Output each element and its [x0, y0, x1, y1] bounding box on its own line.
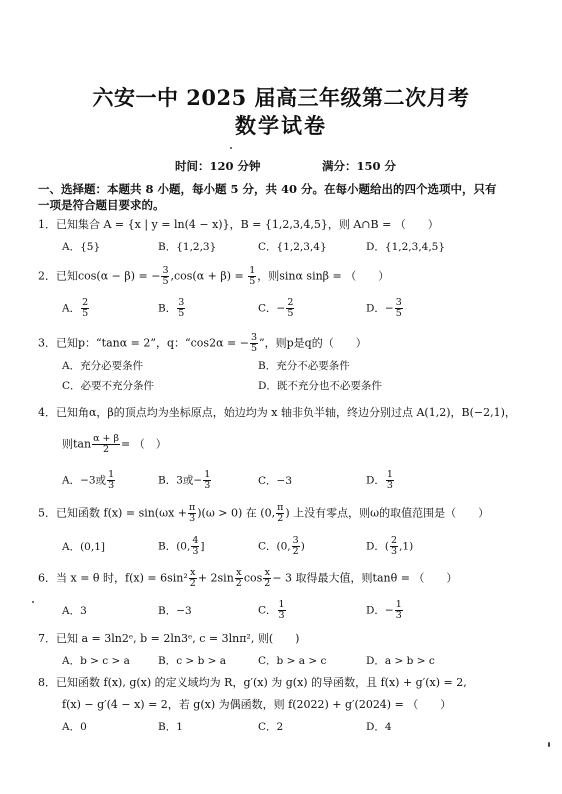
- option-suffix: ]: [200, 540, 205, 553]
- question-4-stem-line1: 4．已知角α，β的顶点均为坐标原点，始边均为 x 轴非负半轴，终边分别过点 A(1,2)，B(−2,1)，: [38, 406, 516, 419]
- question-1-option-a: A．{5}: [62, 241, 101, 253]
- option-prefix: D．(: [366, 540, 390, 553]
- numerator: 2: [391, 535, 398, 546]
- stem-suffix: = （ ）: [121, 437, 167, 451]
- numerator: α + β: [93, 433, 119, 444]
- question-4-option-b: [158, 470, 212, 491]
- fraction: [250, 333, 258, 354]
- question-6-option-b: B．−3: [158, 605, 192, 617]
- question-2-option-c: [258, 298, 295, 319]
- fraction: [161, 266, 169, 287]
- question-7-option-a: A．b > c > a: [62, 655, 130, 667]
- denominator: 2: [264, 578, 271, 589]
- question-8-option-d: D．4: [366, 721, 392, 733]
- denominator: 3: [189, 513, 196, 524]
- option-prefix: B．3或−: [158, 474, 203, 487]
- question-6-option-c: [258, 600, 287, 621]
- scan-speck: [548, 742, 550, 747]
- stem-suffix: ) 上没有零点，则ω的取值范围是（ ）: [285, 506, 490, 520]
- question-6-option-d: [366, 600, 404, 621]
- question-8-option-c: C．2: [258, 721, 284, 733]
- denominator: 3: [192, 546, 199, 557]
- numerator: x: [264, 567, 270, 578]
- fraction: [292, 536, 300, 557]
- denominator: 5: [178, 308, 185, 319]
- denominator: 2: [235, 578, 242, 589]
- question-3-stem-pre: 3．已知p：“tanα = 2”，q：“cos2α = −: [38, 336, 249, 350]
- numerator: 1: [108, 469, 115, 480]
- numerator: 2: [82, 297, 89, 308]
- option-suffix: ): [300, 540, 305, 553]
- stem-prefix: 则tan: [62, 437, 92, 451]
- numerator: 4: [192, 535, 199, 546]
- question-6-stem: [38, 568, 457, 589]
- question-7-option-b: B．c > b > a: [158, 655, 227, 667]
- numerator: 3: [162, 265, 169, 276]
- question-3-option-d: D．既不充分也不必要条件: [258, 380, 382, 392]
- question-3-option-a: A．充分必要条件: [62, 360, 144, 372]
- stem-prefix: 5．已知函数 f(x) = sin(ωx +: [38, 506, 187, 520]
- numerator: 3: [178, 297, 185, 308]
- question-8-stem-line2: f(x) − g′(4 − x) = 2，若 g(x) 为偶函数，则 f(2022) + g′(2024) = （ ）: [62, 698, 452, 711]
- denominator: 5: [395, 308, 402, 319]
- question-7-option-d: D．a > b > c: [366, 655, 435, 667]
- question-1-option-c: C．{1,2,3,4}: [258, 241, 327, 253]
- option-prefix: A．−3或: [62, 474, 107, 487]
- fraction: [188, 503, 196, 524]
- fraction: [390, 536, 398, 557]
- numerator: 1: [395, 599, 402, 610]
- scan-speck: [32, 601, 34, 603]
- denominator: 3: [204, 480, 211, 491]
- denominator: 2: [292, 546, 299, 557]
- question-5-option-b: [158, 536, 205, 557]
- question-1-option-b: B．{1,2,3}: [158, 241, 217, 253]
- denominator: 2: [189, 578, 196, 589]
- stem-prefix: 6．当 x = θ 时，f(x) = 6sin²: [38, 571, 188, 585]
- question-4-option-c: C．−3: [258, 475, 293, 487]
- question-5-stem: [38, 503, 489, 524]
- question-3-stem-post: ”，则p是q的（ ）: [258, 336, 367, 350]
- denominator: 2: [103, 444, 110, 455]
- fraction: [81, 298, 89, 319]
- question-3-option-b: B．充分不必要条件: [258, 360, 350, 372]
- score-label: 满分：150 分: [322, 159, 397, 173]
- numerator: 1: [386, 469, 393, 480]
- option-prefix: C．: [258, 604, 277, 617]
- scan-speck: [230, 147, 232, 149]
- fraction: [395, 600, 403, 621]
- fraction: [386, 470, 394, 491]
- time-label: 时间：120 分钟: [175, 159, 261, 173]
- option-prefix: C．−: [258, 302, 286, 315]
- fraction: [276, 503, 284, 524]
- fraction: [263, 568, 271, 589]
- numerator: x: [190, 567, 196, 578]
- denominator: 3: [278, 610, 285, 621]
- denominator: 5: [82, 308, 89, 319]
- question-7-stem: 7．已知 a = 3ln2ᵉ, b = 2ln3ᵉ, c = 3lnπ², 则( ): [38, 632, 300, 645]
- denominator: 2: [277, 513, 284, 524]
- option-prefix: D．: [366, 474, 385, 487]
- question-8-option-a: A．0: [62, 721, 87, 733]
- denominator: 3: [386, 480, 393, 491]
- numerator: 3: [292, 535, 299, 546]
- numerator: 3: [250, 332, 257, 343]
- denominator: 3: [391, 546, 398, 557]
- fraction: [107, 470, 115, 491]
- numerator: π: [277, 502, 284, 513]
- question-2-stem-pre: 2．已知cos(α − β) = −: [38, 269, 161, 283]
- exam-title: 六安一中 2025 届高三年级第二次月考: [92, 85, 470, 110]
- option-prefix: D．−: [366, 604, 394, 617]
- question-2-stem-mid: ,cos(α + β) =: [170, 269, 248, 283]
- question-8-option-b: B．1: [158, 721, 183, 733]
- fraction: [286, 298, 294, 319]
- option-prefix: A．: [62, 302, 81, 315]
- fraction: [395, 298, 403, 319]
- option-prefix: B．(0,: [158, 540, 191, 553]
- question-5-option-d: [366, 536, 413, 557]
- numerator: 1: [204, 469, 211, 480]
- numerator: π: [189, 502, 196, 513]
- option-suffix: ,1): [399, 540, 414, 553]
- section-header-line2: 一项是符合题目要求的。: [38, 198, 165, 212]
- question-1-stem: 1．已知集合 A = {x | y = ln(4 − x)}，B = {1,2,3,4,5}，则 A∩B = （ ）: [38, 218, 439, 231]
- question-2-option-b: [158, 298, 186, 319]
- question-4-option-a: [62, 470, 116, 491]
- denominator: 3: [395, 610, 402, 621]
- stem-middle: + 2sin: [197, 571, 234, 585]
- fraction: [235, 568, 243, 589]
- question-4-stem-line2: [62, 434, 167, 455]
- section-header-line1: 一、选择题：本题共 8 小题，每小题 5 分，共 40 分。在每小题给出的四个选项中，只有: [38, 182, 497, 196]
- option-prefix: C．(0,: [258, 540, 291, 553]
- question-2-option-d: [366, 298, 404, 319]
- fraction: [189, 568, 197, 589]
- question-7-option-c: C．b > a > c: [258, 655, 327, 667]
- fraction: [203, 470, 211, 491]
- denominator: 3: [108, 480, 115, 491]
- denominator: 5: [162, 276, 169, 287]
- numerator: 1: [278, 599, 285, 610]
- stem-suffix: − 3 取得最大值，则tanθ = （ ）: [272, 571, 458, 585]
- numerator: x: [236, 567, 242, 578]
- question-1-option-d: D．{1,2,3,4,5}: [366, 241, 446, 253]
- option-prefix: B．: [158, 302, 177, 315]
- question-3-option-c: C．必要不充分条件: [62, 380, 155, 392]
- numerator: 3: [395, 297, 402, 308]
- fraction: [191, 536, 199, 557]
- question-4-option-d: [366, 470, 395, 491]
- denominator: 5: [287, 308, 294, 319]
- fraction: [278, 600, 286, 621]
- question-6-option-a: A．3: [62, 605, 87, 617]
- question-2-stem-post: ，则sinα sinβ = （ ）: [257, 269, 390, 283]
- question-8-stem-line1: 8．已知函数 f(x), g(x) 的定义域均为 R，g′(x) 为 g(x) 的导函数，且 f(x) + g′(x) = 2,: [38, 676, 467, 689]
- option-prefix: D．−: [366, 302, 394, 315]
- fraction: [92, 434, 120, 455]
- fraction: [248, 266, 256, 287]
- stem-middle: cos: [243, 571, 263, 585]
- question-3-stem: [38, 333, 367, 354]
- question-2-option-a: [62, 298, 90, 319]
- question-5-option-c: [258, 536, 305, 557]
- exam-subtitle: 数学试卷: [235, 113, 327, 138]
- numerator: 1: [249, 265, 256, 276]
- fraction: [177, 298, 185, 319]
- question-2-stem: [38, 266, 389, 287]
- denominator: 5: [249, 276, 256, 287]
- numerator: 2: [287, 297, 294, 308]
- denominator: 5: [250, 343, 257, 354]
- question-5-option-a: A．(0,1]: [62, 541, 105, 553]
- stem-middle: )(ω > 0) 在 (0,: [197, 506, 276, 520]
